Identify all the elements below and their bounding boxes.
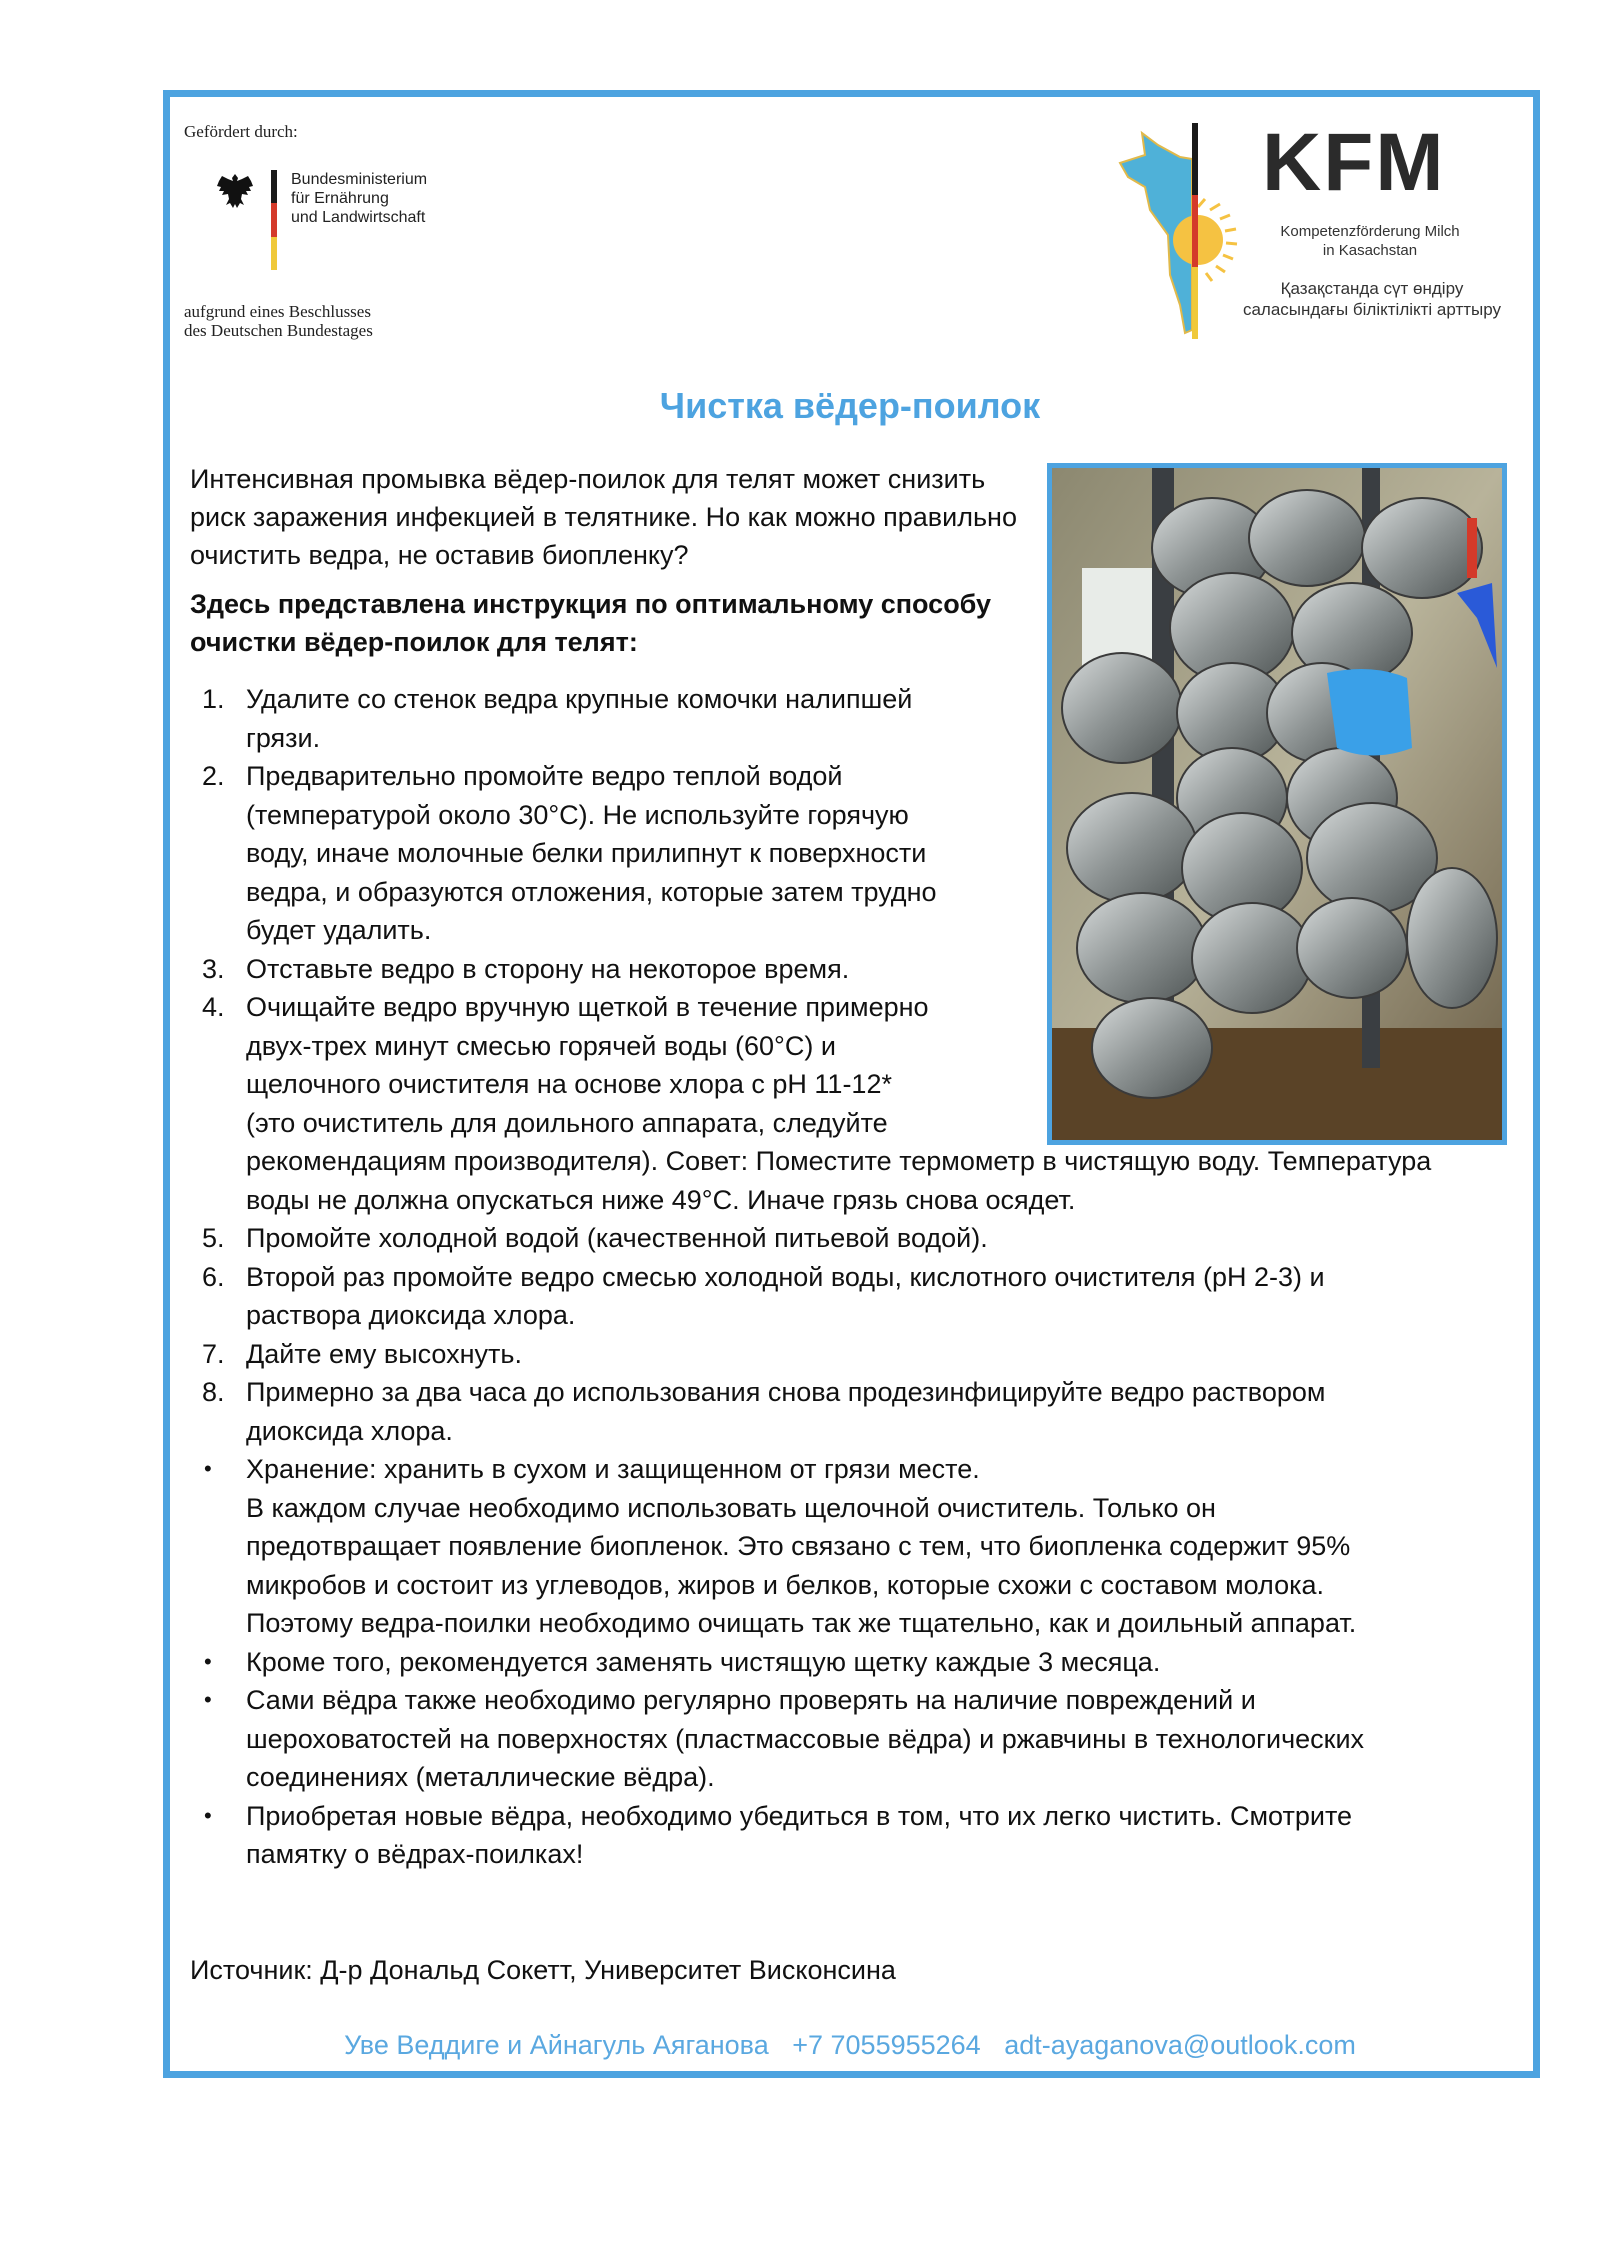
page-title: Чистка вёдер-поилок (659, 385, 1041, 426)
bullet-icon: • (204, 1648, 212, 1674)
intro-paragraph: Интенсивная промывка вёдер-поилок для телят может снизить риск заражения инфекцией в телятнике. Но как можно правильно очистить ведра, не оставив биопленку? (190, 464, 1017, 570)
bullet-item (190, 1643, 1460, 1682)
step-item (190, 1335, 1460, 1374)
step-item (190, 757, 950, 950)
bullet-text: Сами вёдра также необходимо регулярно проверять на наличие повреждений и шероховатостей на поверхностях (пластмассовые вёдра) и ржавчины в технологических соединениях (металлические вёдра). (246, 1685, 1365, 1792)
bullet-extra-text: В каждом случае необходимо использовать щелочной очиститель. Только он предотвращает появление биопленок. Это связано с тем, что биопленка содержит 95% микробов и состоит из углеводов, жиров и белков, которые схожи с составом молока. Поэтому ведра-поилки необходимо очищать так же тщательно, как и доильный аппарат. (246, 1492, 1357, 1638)
step-number: 4. (202, 992, 225, 1022)
step-number: 6. (202, 1261, 225, 1292)
bullet-icon: • (204, 1802, 212, 1828)
step-text: Предварительно промойте ведро теплой водой (температурой около 30°C). Не используйте горячую воду, иначе молочные белки прилипнут к поверхности ведра, и образуются отложения, которые затем трудно будет удалить. (246, 761, 937, 945)
step-item (190, 1219, 1460, 1258)
step-item (190, 680, 950, 757)
bullet-item (190, 1797, 1370, 1874)
step-text: Дайте ему высохнуть. (246, 1338, 522, 1369)
step-text-continued: рекомендациям производителя). Совет: Поместите термометр в чистящую воду. Температура воды не должна опускаться ниже 49°C. Иначе грязь снова осядет. (246, 1146, 1432, 1215)
step-number: 1. (202, 684, 225, 714)
step-item (190, 988, 1460, 1219)
step-number: 7. (202, 1338, 225, 1369)
bullet-icon: • (204, 1687, 212, 1712)
intro-bold-paragraph: Здесь представлена инструкция по оптимальному способу очистки вёдер-поилок для телят: (190, 589, 992, 657)
bullet-item (190, 1681, 1400, 1797)
bullet-icon: • (204, 1456, 212, 1481)
kfm-german-name: Kompetenzförderung Milch in Kasachstan (1280, 223, 1460, 259)
kfm-acronym: KFM (1262, 117, 1446, 208)
step-item (190, 1373, 1440, 1450)
step-number: 5. (202, 1223, 225, 1253)
authors-name: Уве Веддиге и Айнагуль Аяганова (344, 2030, 769, 2060)
step-item (190, 950, 950, 989)
bullet-text: Приобретая новые вёдра, необходимо убедиться в том, что их легко чистить. Смотрите памятку о вёдрах-поилках! (246, 1800, 1353, 1869)
step-text: Отставьте ведро в сторону на некоторое время. (246, 953, 850, 984)
bullet-item (190, 1450, 1370, 1643)
step-text: Очищайте ведро вручную щеткой в течение примерно двух-трех минут смесью горячей воды (60°C) и щелочного очистителя на основе хлора с pH 11-12* (это очиститель для доильного аппарата, следуйте (246, 992, 929, 1138)
federal-eagle-icon (215, 172, 255, 210)
email-link[interactable]: adt-ayaganova@outlook.com (1004, 2030, 1356, 2060)
step-number: 2. (202, 761, 225, 791)
ministry-name: Bundesministerium für Ernährung und Landwirtschaft (291, 171, 428, 226)
step-item (190, 1258, 1420, 1335)
kfm-kazakh-name: Қазақстанда сүт өндіру саласындағы біліктілікті арттыру (1242, 279, 1502, 319)
step-text: Примерно за два часа до использования снова продезинфицируйте ведро раствором диоксида хлора. (246, 1377, 1326, 1446)
step-number: 3. (202, 953, 225, 984)
bullet-text: Кроме того, рекомендуется заменять чистящую щетку каждые 3 месяца. (246, 1646, 1161, 1677)
step-text: Второй раз промойте ведро смесью холодной воды, кислотного очистителя (pH 2-3) и раствора диоксида хлора. (246, 1261, 1325, 1330)
phone-number[interactable]: +7 7055955264 (792, 2030, 981, 2060)
bullet-text: Хранение: хранить в сухом и защищенном от грязи месте. (246, 1454, 980, 1484)
funded-by-label: Gefördert durch: (184, 122, 298, 141)
step-number: 8. (202, 1377, 225, 1407)
step-text: Удалите со стенок ведра крупные комочки налипшей грязи. (246, 684, 913, 753)
german-flag-bar (271, 170, 277, 270)
instructions-list (190, 680, 1460, 1874)
contact-footer (170, 2030, 1530, 2061)
bmel-logo (215, 170, 427, 270)
step-text: Промойте холодной водой (качественной питьевой водой). (246, 1223, 988, 1253)
bundestag-decision-text: aufgrund eines Beschlusses des Deutschen Bundestages (184, 302, 373, 340)
source-citation: Источник: Д-р Дональд Сокетт, Университет Висконсина (190, 1955, 896, 1985)
